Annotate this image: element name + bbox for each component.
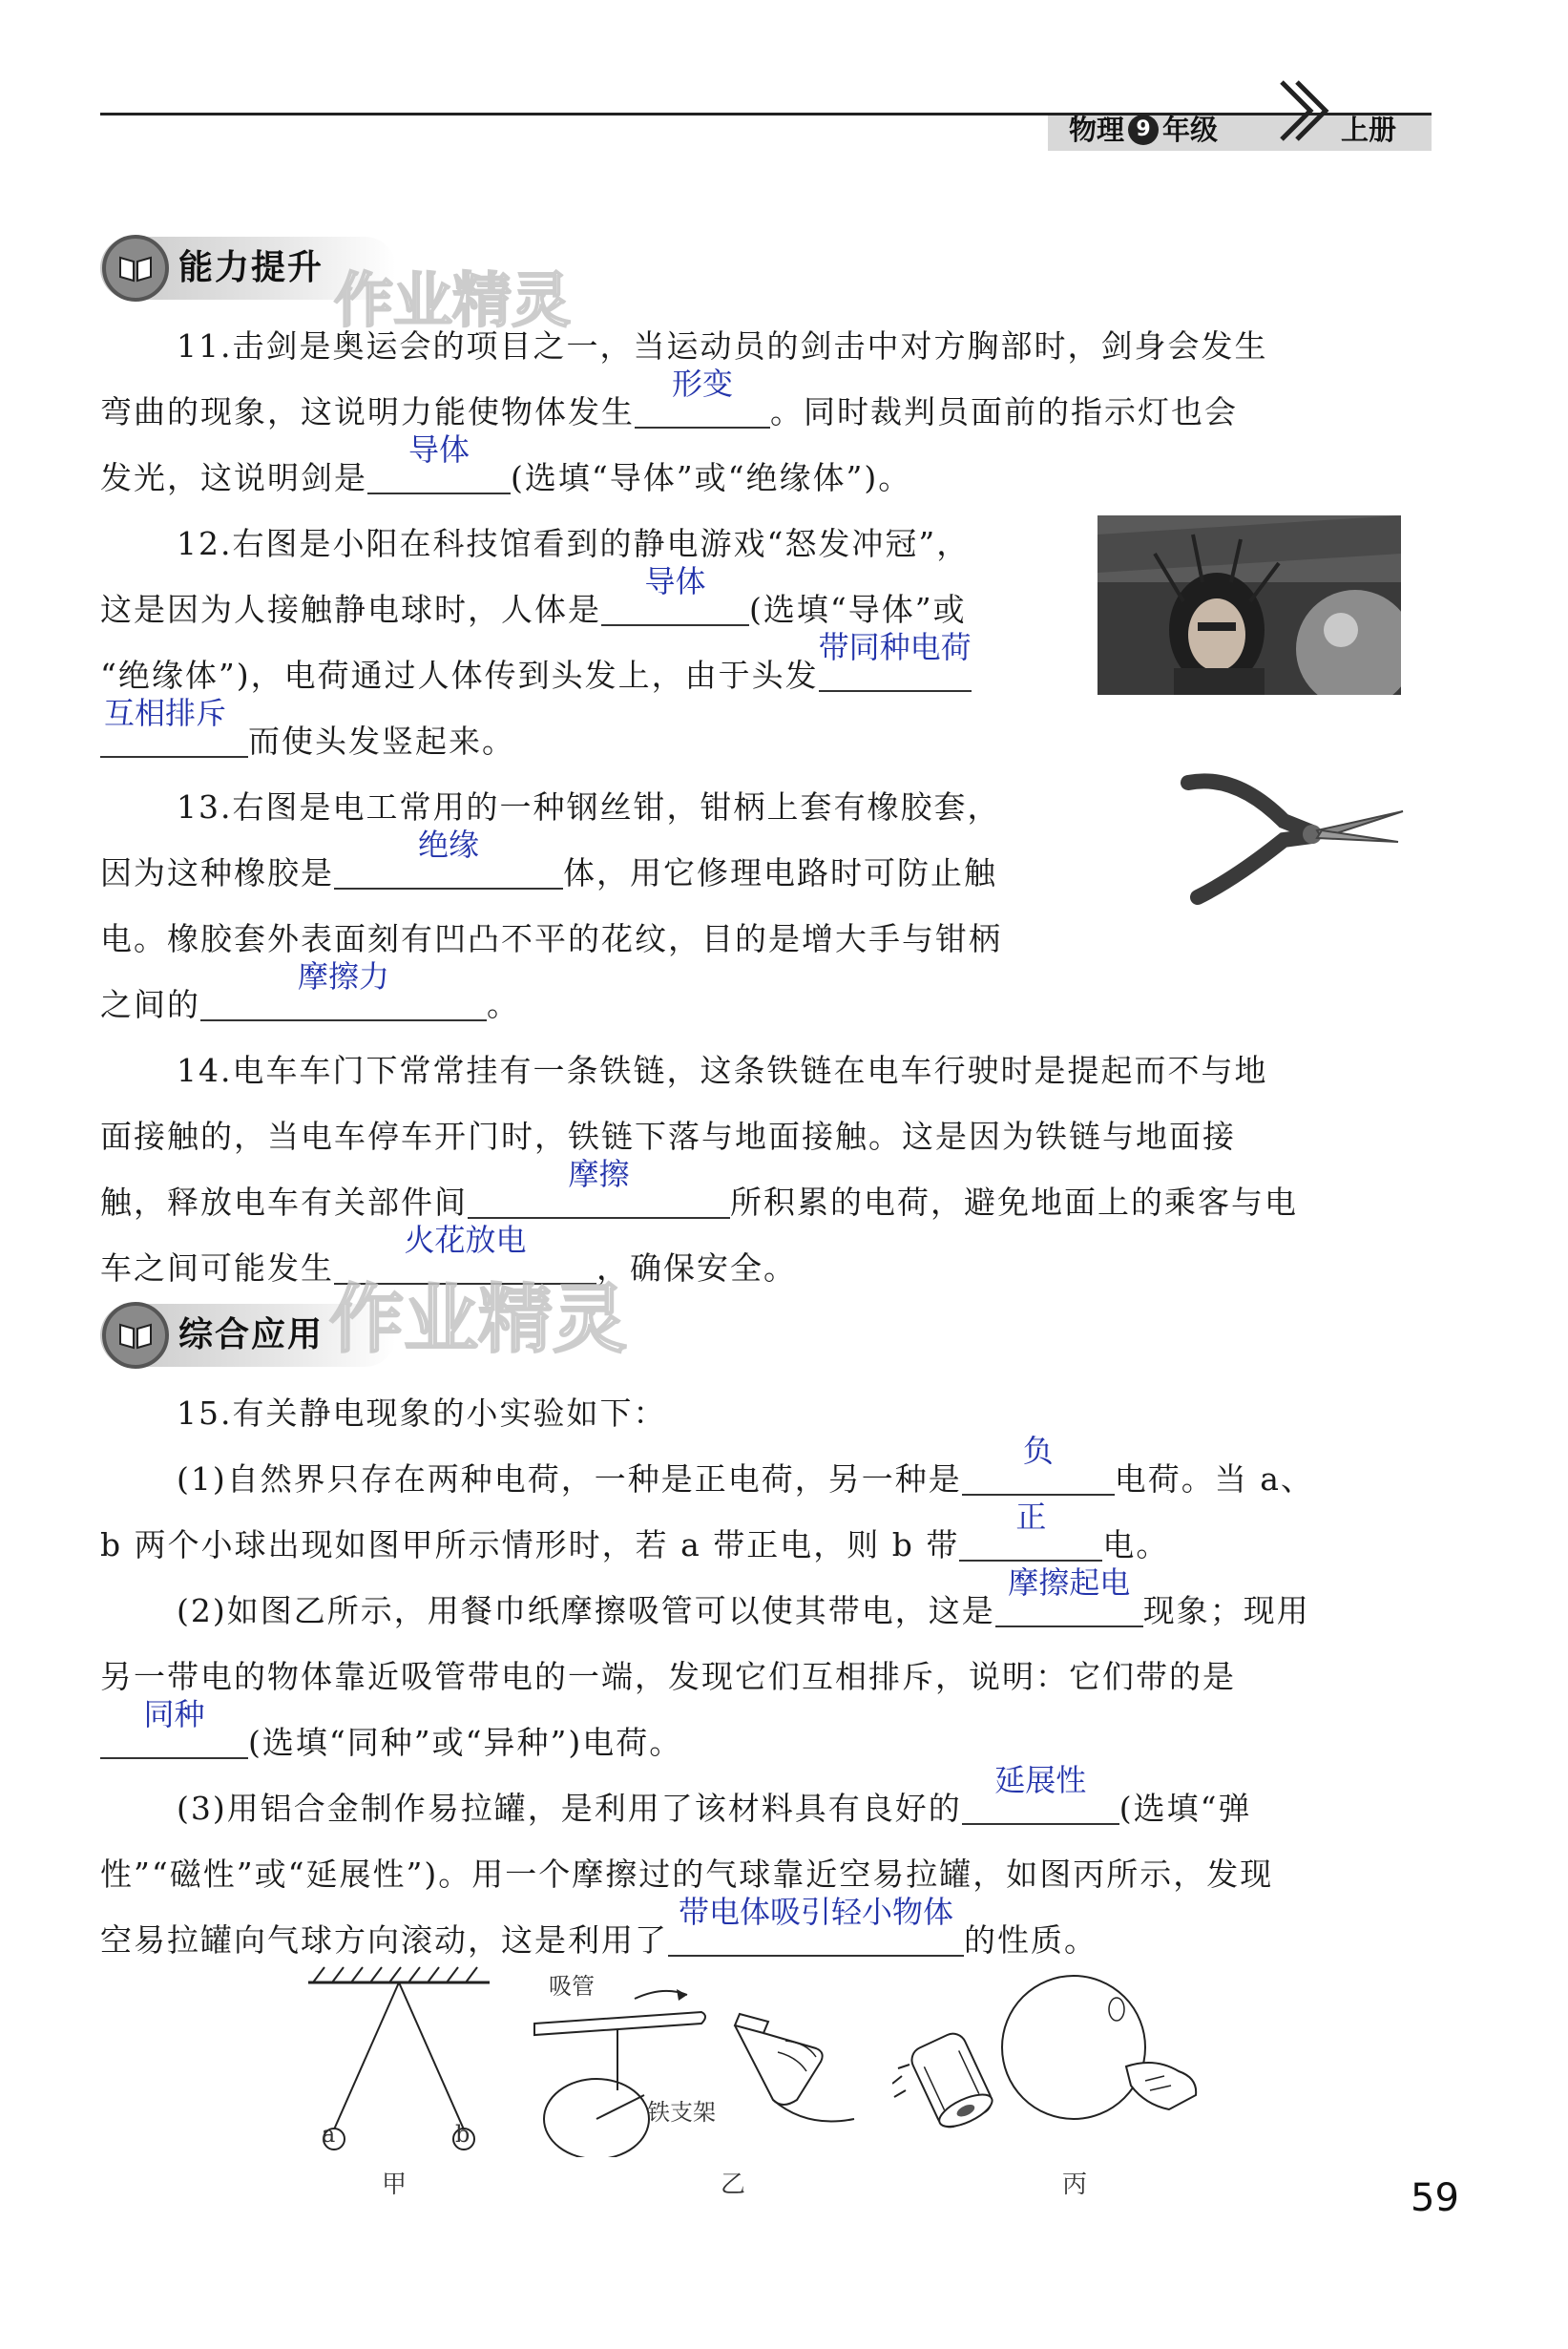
pliers-image [1179, 764, 1408, 907]
q15-blank-3[interactable]: 摩擦起电 [995, 1585, 1143, 1627]
book-icon [102, 1302, 169, 1369]
q15-p2-line2: 另一带电的物体靠近吸管带电的一端，发现它们互相排斥，说明：它们带的是 [100, 1658, 1236, 1695]
ball-a-label: a [322, 2121, 336, 2148]
q15-p2-line1: (2)如图乙所示，用餐巾纸摩擦吸管可以使其带电，这是 摩擦起电 现象；现用 [177, 1564, 1310, 1629]
volume-label: 上册 [1341, 114, 1397, 146]
q14-line3: 触，释放电车有关部件间 摩擦 所积累的电荷，避免地面上的乘客与电 [100, 1156, 1298, 1221]
q15-p3-line3: 空易拉罐向气球方向滚动，这是利用了 带电体吸引轻小物体 的性质。 [100, 1894, 1098, 1959]
q15-blank-6[interactable]: 带电体吸引轻小物体 [668, 1915, 964, 1957]
figure-jia-label: 甲 [382, 2171, 408, 2199]
figure-bing-balloon-can [892, 1971, 1207, 2152]
subject-label: 物理 [1069, 114, 1125, 146]
iron-stand-label: 铁支架 [647, 2099, 716, 2126]
q11-blank-2[interactable]: 导体 [367, 452, 511, 494]
q14-line4: 车之间可能发生 火花放电 ，确保安全。 [100, 1222, 797, 1287]
q14-blank-2[interactable]: 火花放电 [334, 1243, 596, 1285]
book-icon [102, 235, 169, 302]
grade-number-badge: 9 [1128, 115, 1159, 145]
q13-line1: 13.右图是电工常用的一种钢丝钳，钳柄上套有橡胶套， [177, 788, 1001, 826]
header-subject-grade [1069, 111, 1218, 149]
q14-line2: 面接触的，当电车停车开门时，铁链下落与地面接触。这是因为铁链与地面接 [100, 1118, 1236, 1155]
q12-line4: 互相排斥 而使头发竖起来。 [100, 708, 515, 774]
q12-line2: 这是因为人接触静电球时，人体是 导体 (选填“导体”或 [100, 563, 967, 628]
q15-p3-line1: (3)用铝合金制作易拉罐，是利用了该材料具有良好的 延展性 (选填“弹 [177, 1762, 1252, 1827]
q15-blank-5[interactable]: 延展性 [962, 1783, 1119, 1825]
static-electricity-photo [1098, 515, 1401, 695]
q11-line3: 发光，这说明剑是 导体 (选填“导体”或“绝缘体”)。 [100, 431, 912, 496]
q11-line1: 11.击剑是奥运会的项目之一，当运动员的剑击中对方胸部时，剑身会发生 [177, 327, 1268, 365]
q11-line2: 弯曲的现象，这说明力能使物体发生 形变 。同时裁判员面前的指示灯也会 [100, 366, 1238, 430]
header-rule [100, 113, 1432, 115]
q13-blank-1[interactable]: 绝缘 [334, 848, 563, 890]
q15-blank-1[interactable]: 负 [962, 1454, 1115, 1496]
q12-line1: 12.右图是小阳在科技馆看到的静电游戏“怒发冲冠”， [177, 525, 971, 562]
q12-blank-3[interactable]: 互相排斥 [100, 716, 248, 758]
figure-yi-label: 乙 [721, 2171, 746, 2199]
q14-line1: 14.电车车门下常常挂有一条铁链，这条铁链在电车行驶时是提起而不与地 [177, 1052, 1268, 1089]
q12-blank-1[interactable]: 导体 [601, 584, 749, 626]
watermark-text: 作业精灵 [329, 1277, 628, 1363]
q15-p3-line2: 性”“磁性”或“延展性”)。用一个摩擦过的气球靠近空易拉罐，如图丙所示，发现 [100, 1856, 1274, 1893]
q15-p1-line1: (1)自然界只存在两种电荷，一种是正电荷，另一种是 负 电荷。当 a、 [177, 1433, 1314, 1498]
watermark-text: 作业精灵 [334, 265, 572, 335]
q15-intro: 15.有关静电现象的小实验如下： [177, 1395, 667, 1432]
section-title-comprehensive: 综合应用 [178, 1315, 324, 1354]
q13-line4: 之间的 摩擦力 。 [100, 958, 520, 1023]
q11-blank-1[interactable]: 形变 [635, 387, 770, 429]
q12-line3: “绝缘体”)，电荷通过人体传到头发上，由于头发 带同种电荷 [100, 629, 972, 694]
q14-blank-1[interactable]: 摩擦 [468, 1177, 730, 1219]
q13-line2: 因为这种橡胶是 绝缘 体，用它修理电路时可防止触 [100, 827, 997, 891]
q15-p1-line2: b 两个小球出现如图甲所示情形时，若 a 带正电，则 b 带 正 电。 [100, 1499, 1170, 1563]
straw-label: 吸管 [549, 1973, 595, 2000]
section-title-ability: 能力提升 [178, 248, 324, 287]
q13-line3: 电。橡胶套外表面刻有凹凸不平的花纹，目的是增大手与钳柄 [100, 920, 1002, 957]
grade-suffix: 年级 [1162, 114, 1219, 146]
figure-bing-label: 丙 [1062, 2171, 1088, 2199]
double-chevron-icon [1274, 74, 1331, 151]
q13-blank-2[interactable]: 摩擦力 [200, 979, 487, 1021]
q15-p2-line3: 同种 (选填“同种”或“异种”)电荷。 [100, 1709, 682, 1775]
q15-blank-4[interactable]: 同种 [100, 1717, 248, 1759]
q12-blank-2[interactable]: 带同种电荷 [819, 650, 972, 692]
page-number: 59 [1411, 2176, 1459, 2220]
q15-blank-2[interactable]: 正 [959, 1520, 1102, 1562]
ball-b-label: b [455, 2121, 470, 2148]
